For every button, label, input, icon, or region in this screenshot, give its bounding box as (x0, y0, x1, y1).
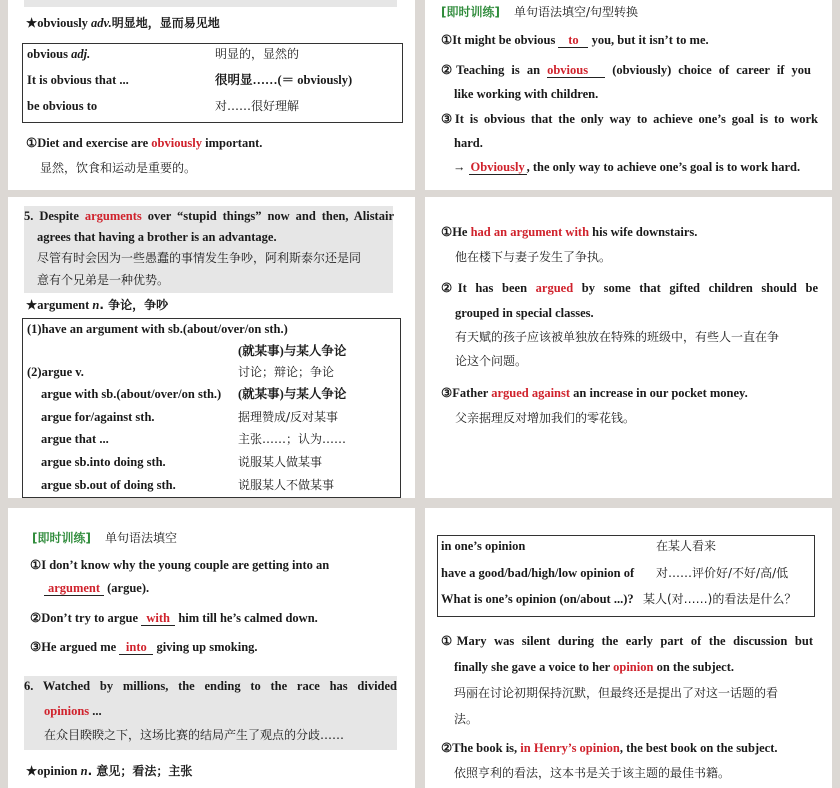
vocab-heading: ★opinion n. 意见；看法；主张 (26, 764, 193, 778)
table-row: argue sb.out of doing sth. (41, 478, 176, 492)
table-row: (1)have an argument with sb.(about/over/on sth.) (27, 322, 288, 336)
example-2-translation-cont: 论这个问题。 (455, 354, 528, 368)
example-1-translation: 显然，饮食和运动是重要的。 (40, 161, 197, 175)
pos: adv. (91, 16, 112, 30)
example-1: ①He had an argument with his wife downstairs. (441, 225, 698, 239)
table-row: It is obvious that ... (27, 73, 129, 87)
question-3-rewrite: → Obviously , the only way to achieve one’s goal is to work hard. (453, 160, 801, 174)
table-row: argue that ... (41, 432, 109, 446)
example-2-cont: grouped in special classes. (455, 306, 594, 320)
table-cell: 讨论；辩论；争论 (238, 365, 335, 379)
table-row: argue for/against sth. (41, 410, 155, 424)
example-2-translation: 依照亨利的看法，这本书是关于该主题的最佳书籍。 (454, 766, 731, 780)
table-cell: 明显的，显然的 (215, 47, 300, 61)
word: ★obviously (26, 16, 92, 30)
vocab-heading (26, 15, 220, 31)
answer-blank: Obviously (470, 160, 525, 174)
example-2-translation: 有天赋的孩子应该被单独放在特殊的班级中，有些人一直在争 (455, 330, 780, 344)
sentence-translation: 尽管有时会因为一些愚蠢的事情发生争吵，阿利斯泰尔还是同 (37, 251, 362, 265)
table-row: What is one’s opinion (on/about ...)? (441, 592, 634, 606)
example-1-translation: 他在楼下与妻子发生了争执。 (455, 250, 612, 264)
slide-argument (8, 197, 415, 498)
slide-exercise-argue (8, 508, 415, 788)
table-cell: 在某人看来 (656, 539, 717, 553)
table-row: argue sb.into doing sth. (41, 455, 166, 469)
example-3-translation: 父亲据理反对增加我们的零花钱。 (455, 411, 636, 425)
table-cell: 主张……；认为…… (238, 432, 347, 446)
slide-opinion (425, 508, 832, 788)
table-row: have a good/bad/high/low opinion of (441, 566, 635, 580)
example-1: ①Diet and exercise are obviously important. (26, 136, 263, 150)
answer-blank: into (119, 641, 153, 655)
example-3: ③Father argued against an increase in our pocket money. (441, 386, 748, 400)
example-1-cont: finally she gave a voice to her opinion on the subject. (454, 660, 734, 674)
table-cell: 对……评价好/不好/高/低 (656, 566, 789, 580)
question-2: ②Don’t try to argue with him till he’s calmed down. (30, 611, 318, 625)
answer-blank: argument (44, 582, 104, 596)
table-row: argue with sb.(about/over/on sth.) (41, 387, 222, 401)
example-1-translation: 玛丽在讨论初期保持沉默，但最终还是提出了对这一话题的看 (454, 686, 779, 700)
phrase-table (22, 43, 403, 123)
table-row: be obvious to (27, 99, 98, 113)
question-3: ③It is obvious that the only way to achieve one’s goal is to work (441, 112, 818, 126)
sentence-cont: opinions ... (44, 704, 102, 718)
sentence-translation: 在众目睽睽之下，这场比赛的结局产生了观点的分歧…… (44, 728, 345, 742)
question-2-cont: like working with children. (454, 87, 599, 101)
table-cell: 某人(对……)的看法是什么？ (643, 592, 797, 606)
table-cell: (就某事)与某人争论 (238, 344, 347, 358)
table-cell: (就某事)与某人争论 (238, 387, 347, 401)
question-1-cont: argument (argue). (44, 580, 149, 596)
example-1: ①Mary was silent during the early part of the discussion but (441, 634, 813, 648)
question-1: ①It might be obvious to you, but it isn’t to me. (441, 33, 709, 47)
answer-blank: with (141, 612, 175, 626)
table-row: obvious adj. (27, 47, 91, 61)
vocab-heading: ★argument n. 争论，争吵 (26, 298, 169, 312)
slide-argue-examples (425, 197, 832, 498)
sentence-cont: agrees that having a brother is an advantage. (37, 230, 277, 244)
sentence: 6. Watched by millions, the ending to the race has divided (24, 679, 397, 693)
table-cell: 对……很好理解 (215, 99, 300, 113)
slide-obviously (8, 0, 415, 190)
example-1-translation-cont: 法。 (454, 712, 479, 726)
table-cell: 说服某人不做某事 (238, 478, 335, 492)
exercise-header: [即时训练] 单句语法填空/句型转换 (441, 5, 639, 19)
example-2: ②The book is, in Henry’s opinion, the best book on the subject. (441, 741, 778, 755)
question-1: ①I don’t know why the young couple are getting into an (30, 558, 330, 572)
question-3: ③He argued me into giving up smoking. (30, 640, 258, 654)
meaning: 明显地，显而易见地 (111, 16, 220, 30)
answer-blank: to (558, 34, 588, 48)
example-box-top (24, 0, 397, 7)
answer-blank: obvious (547, 64, 605, 78)
table-cell: 很明显……(＝ obviously) (215, 73, 353, 87)
phrase-table (437, 535, 815, 617)
table-row: (2)argue v. (27, 365, 84, 379)
exercise-header: [即时训练] 单句语法填空 (32, 531, 177, 545)
sentence: 5. Despite arguments over “stupid things” now and then, Alistair (24, 209, 394, 223)
phrase-table (22, 318, 401, 498)
question-3-cont: hard. (454, 136, 483, 150)
question-2: ②Teaching is an obvious (obviously) choice of career if you (441, 63, 811, 77)
table-cell: 说服某人做某事 (238, 455, 323, 469)
table-row: in one’s opinion (441, 539, 526, 553)
example-2: ②It has been argued by some that gifted children should be (441, 281, 818, 295)
sentence-translation-cont: 意有个兄弟是一种优势。 (37, 273, 170, 287)
slide-exercise-obvious (425, 0, 832, 190)
table-cell: 据理赞成/反对某事 (238, 410, 339, 424)
